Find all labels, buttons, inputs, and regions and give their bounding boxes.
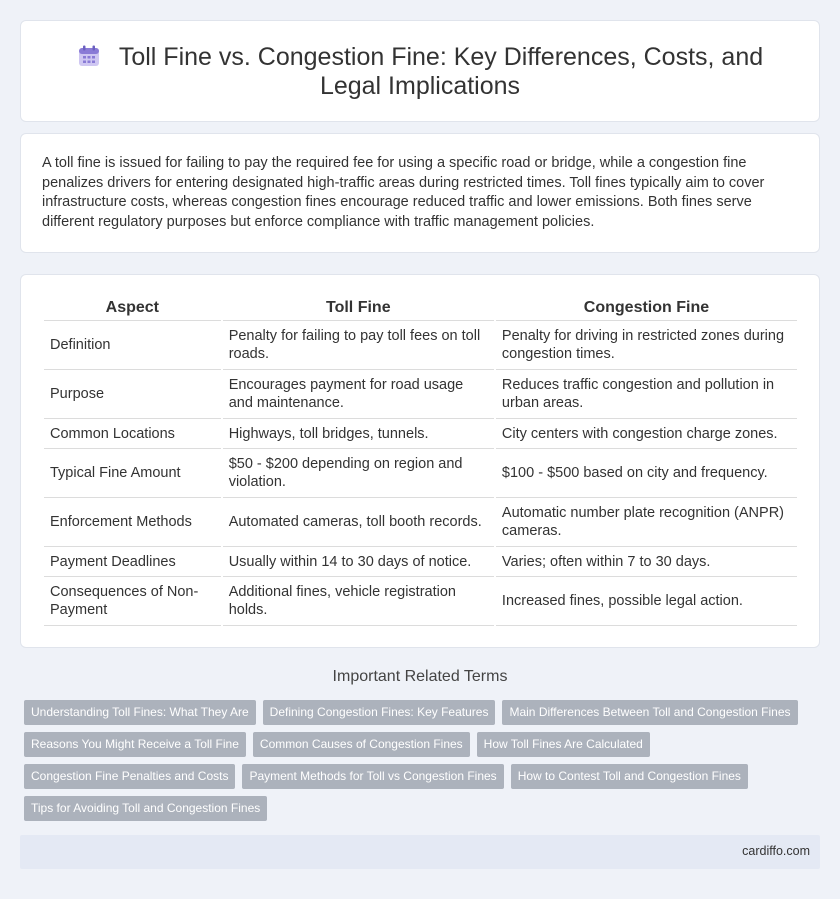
page-title-wrap: [61, 43, 779, 101]
row-aspect: Definition: [44, 321, 221, 370]
row-toll-value: Usually within 14 to 30 days of notice.: [223, 547, 494, 577]
related-term-link[interactable]: Payment Methods for Toll vs Congestion Fines: [242, 764, 503, 789]
related-term-link[interactable]: How Toll Fines Are Calculated: [477, 732, 650, 757]
row-congestion-value: Increased fines, possible legal action.: [496, 577, 797, 626]
row-toll-value: Highways, toll bridges, tunnels.: [223, 419, 494, 449]
row-aspect: Consequences of Non-Payment: [44, 577, 221, 626]
related-term-link[interactable]: Common Causes of Congestion Fines: [253, 732, 470, 757]
header-toll-fine: Toll Fine: [223, 295, 494, 321]
row-congestion-value: Varies; often within 7 to 30 days.: [496, 547, 797, 577]
page-title: Toll Fine vs. Congestion Fine: Key Differences, Costs, and Legal Implications: [118, 43, 764, 100]
header-congestion-fine: Congestion Fine: [496, 295, 797, 321]
table-header-row: [44, 295, 797, 321]
row-aspect: Common Locations: [44, 419, 221, 449]
row-toll-value: Encourages payment for road usage and maintenance.: [223, 370, 494, 419]
intro-card: [20, 133, 820, 253]
row-toll-value: $50 - $200 depending on region and violation.: [223, 449, 494, 498]
related-term-link[interactable]: Congestion Fine Penalties and Costs: [24, 764, 235, 789]
table-row: [44, 498, 797, 547]
row-congestion-value: $100 - $500 based on city and frequency.: [496, 449, 797, 498]
related-term-link[interactable]: Defining Congestion Fines: Key Features: [263, 700, 496, 725]
row-congestion-value: Automatic number plate recognition (ANPR) cameras.: [496, 498, 797, 547]
table-row: [44, 321, 797, 370]
row-aspect: Payment Deadlines: [44, 547, 221, 577]
title-card: [20, 20, 820, 122]
row-congestion-value: City centers with congestion charge zones.: [496, 419, 797, 449]
related-terms-title: Important Related Terms: [332, 668, 508, 685]
footer: [20, 835, 820, 869]
row-aspect: Purpose: [44, 370, 221, 419]
row-congestion-value: Reduces traffic congestion and pollution in urban areas.: [496, 370, 797, 419]
related-terms-list: [24, 700, 804, 821]
table-row: [44, 370, 797, 419]
related-term-link[interactable]: Main Differences Between Toll and Congestion Fines: [502, 700, 797, 725]
comparison-table: [42, 295, 799, 626]
comparison-card: [20, 274, 820, 648]
related-term-link[interactable]: Understanding Toll Fines: What They Are: [24, 700, 256, 725]
row-toll-value: Automated cameras, toll booth records.: [223, 498, 494, 547]
related-term-link[interactable]: How to Contest Toll and Congestion Fines: [511, 764, 748, 789]
header-aspect: Aspect: [44, 295, 221, 321]
table-row: [44, 419, 797, 449]
footer-site-link[interactable]: cardiffo.com: [742, 844, 810, 858]
row-toll-value: Penalty for failing to pay toll fees on toll roads.: [223, 321, 494, 370]
table-row: [44, 577, 797, 626]
related-term-link[interactable]: Tips for Avoiding Toll and Congestion Fines: [24, 796, 267, 821]
row-aspect: Typical Fine Amount: [44, 449, 221, 498]
table-row: [44, 449, 797, 498]
row-congestion-value: Penalty for driving in restricted zones during congestion times.: [496, 321, 797, 370]
intro-paragraph: A toll fine is issued for failing to pay the required fee for using a specific road or bridge, while a congestion fine penalizes drivers for entering designated high-traffic areas during restricted times. Toll fines typically aim to cover infrastructure costs, whereas congestion fines encourage reduced traffic and lower emissions. Both fines serve different regulatory purposes but enforce compliance with traffic management policies.: [42, 155, 765, 230]
related-term-link[interactable]: Reasons You Might Receive a Toll Fine: [24, 732, 246, 757]
calendar-icon: [77, 45, 101, 67]
row-toll-value: Additional fines, vehicle registration holds.: [223, 577, 494, 626]
row-aspect: Enforcement Methods: [44, 498, 221, 547]
table-row: [44, 547, 797, 577]
